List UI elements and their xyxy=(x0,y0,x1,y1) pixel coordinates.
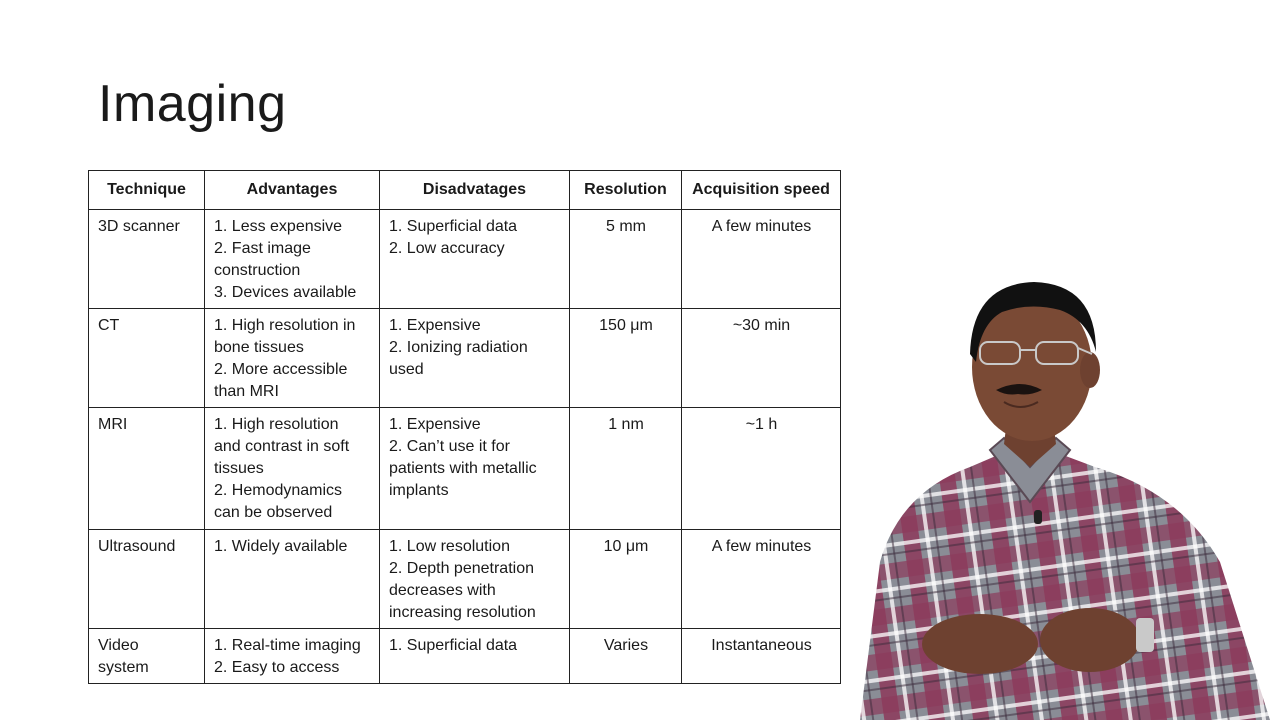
cell-line: 2. Easy to access xyxy=(214,659,340,676)
cell-line: 1. Superficial data xyxy=(389,637,518,654)
table-header-row xyxy=(89,171,841,210)
cell-acquisition-speed: A few minutes xyxy=(682,530,841,629)
cell-technique xyxy=(89,629,205,684)
cell-advantages xyxy=(205,530,380,629)
cell-line: 2. Depth penetration xyxy=(389,560,534,577)
watch-icon xyxy=(1136,618,1154,652)
cell-technique xyxy=(89,408,205,530)
cell-line: 1. Low resolution xyxy=(389,538,510,555)
table-body xyxy=(89,210,841,684)
header-disadvantages: Disadvatages xyxy=(380,171,570,210)
slide-title: Imaging xyxy=(98,75,287,133)
header-acquisition-speed: Acquisition speed xyxy=(682,171,841,210)
cell-line: implants xyxy=(389,482,449,499)
cell-line: 1. Less expensive xyxy=(214,218,343,235)
cell-acquisition-speed: Instantaneous xyxy=(682,629,841,684)
cell-line: than MRI xyxy=(214,383,279,400)
cell-line: CT xyxy=(98,317,120,334)
imaging-comparison-table xyxy=(88,170,841,684)
cell-disadvantages xyxy=(380,408,570,530)
cell-line: 1. Real-time imaging xyxy=(214,637,361,654)
cell-line: used xyxy=(389,361,424,378)
cell-line: increasing resolution xyxy=(389,604,536,621)
cell-line: 1. Expensive xyxy=(389,416,481,433)
cell-line: 2. Ionizing radiation xyxy=(389,339,528,356)
cell-disadvantages xyxy=(380,629,570,684)
table-row xyxy=(89,629,841,684)
cell-technique xyxy=(89,530,205,629)
cell-line: tissues xyxy=(214,460,264,477)
presenter-figure xyxy=(820,262,1280,720)
cell-acquisition-speed: ~30 min xyxy=(682,309,841,408)
cell-resolution: 5 mm xyxy=(570,210,682,309)
cell-line: bone tissues xyxy=(214,339,304,356)
cell-line: 3D scanner xyxy=(98,218,180,235)
table-row xyxy=(89,530,841,629)
cell-line: can be observed xyxy=(214,504,333,521)
cell-line: 2. Hemodynamics xyxy=(214,482,343,499)
cell-acquisition-speed: A few minutes xyxy=(682,210,841,309)
cell-advantages xyxy=(205,408,380,530)
cell-resolution: 1 nm xyxy=(570,408,682,530)
cell-line: and contrast in soft xyxy=(214,438,350,455)
cell-resolution: Varies xyxy=(570,629,682,684)
cell-line: 3. Devices available xyxy=(214,284,357,301)
header-advantages: Advantages xyxy=(205,171,380,210)
cell-line: system xyxy=(98,659,149,676)
cell-line: decreases with xyxy=(389,582,496,599)
cell-technique xyxy=(89,210,205,309)
cell-line: MRI xyxy=(98,416,128,433)
cell-line: 2. More accessible xyxy=(214,361,348,378)
cell-line: patients with metallic xyxy=(389,460,537,477)
shirt-shape xyxy=(860,452,1270,720)
cell-advantages xyxy=(205,309,380,408)
right-hand-shape xyxy=(1040,608,1140,672)
table-row xyxy=(89,408,841,530)
cell-acquisition-speed: ~1 h xyxy=(682,408,841,530)
cell-line: construction xyxy=(214,262,301,279)
cell-disadvantages xyxy=(380,309,570,408)
cell-advantages xyxy=(205,210,380,309)
table-row xyxy=(89,309,841,408)
cell-advantages xyxy=(205,629,380,684)
cell-disadvantages xyxy=(380,210,570,309)
cell-resolution: 150 μm xyxy=(570,309,682,408)
cell-line: 2. Fast image xyxy=(214,240,311,257)
cell-line: 1. High resolution xyxy=(214,416,339,433)
cell-line: Ultrasound xyxy=(98,538,176,555)
cell-line: 1. Widely available xyxy=(214,538,348,555)
cell-line: 2. Low accuracy xyxy=(389,240,505,257)
cell-line: 1. High resolution in xyxy=(214,317,356,334)
header-technique: Technique xyxy=(89,171,205,210)
cell-line: Video xyxy=(98,637,139,654)
cell-disadvantages xyxy=(380,530,570,629)
cell-line: 1. Expensive xyxy=(389,317,481,334)
header-resolution: Resolution xyxy=(570,171,682,210)
left-hand-shape xyxy=(922,614,1038,674)
microphone-icon xyxy=(1034,510,1042,524)
cell-line: 1. Superficial data xyxy=(389,218,518,235)
table-row xyxy=(89,210,841,309)
cell-line: 2. Can’t use it for xyxy=(389,438,510,455)
cell-resolution: 10 μm xyxy=(570,530,682,629)
cell-technique xyxy=(89,309,205,408)
ear-shape xyxy=(1080,352,1100,388)
